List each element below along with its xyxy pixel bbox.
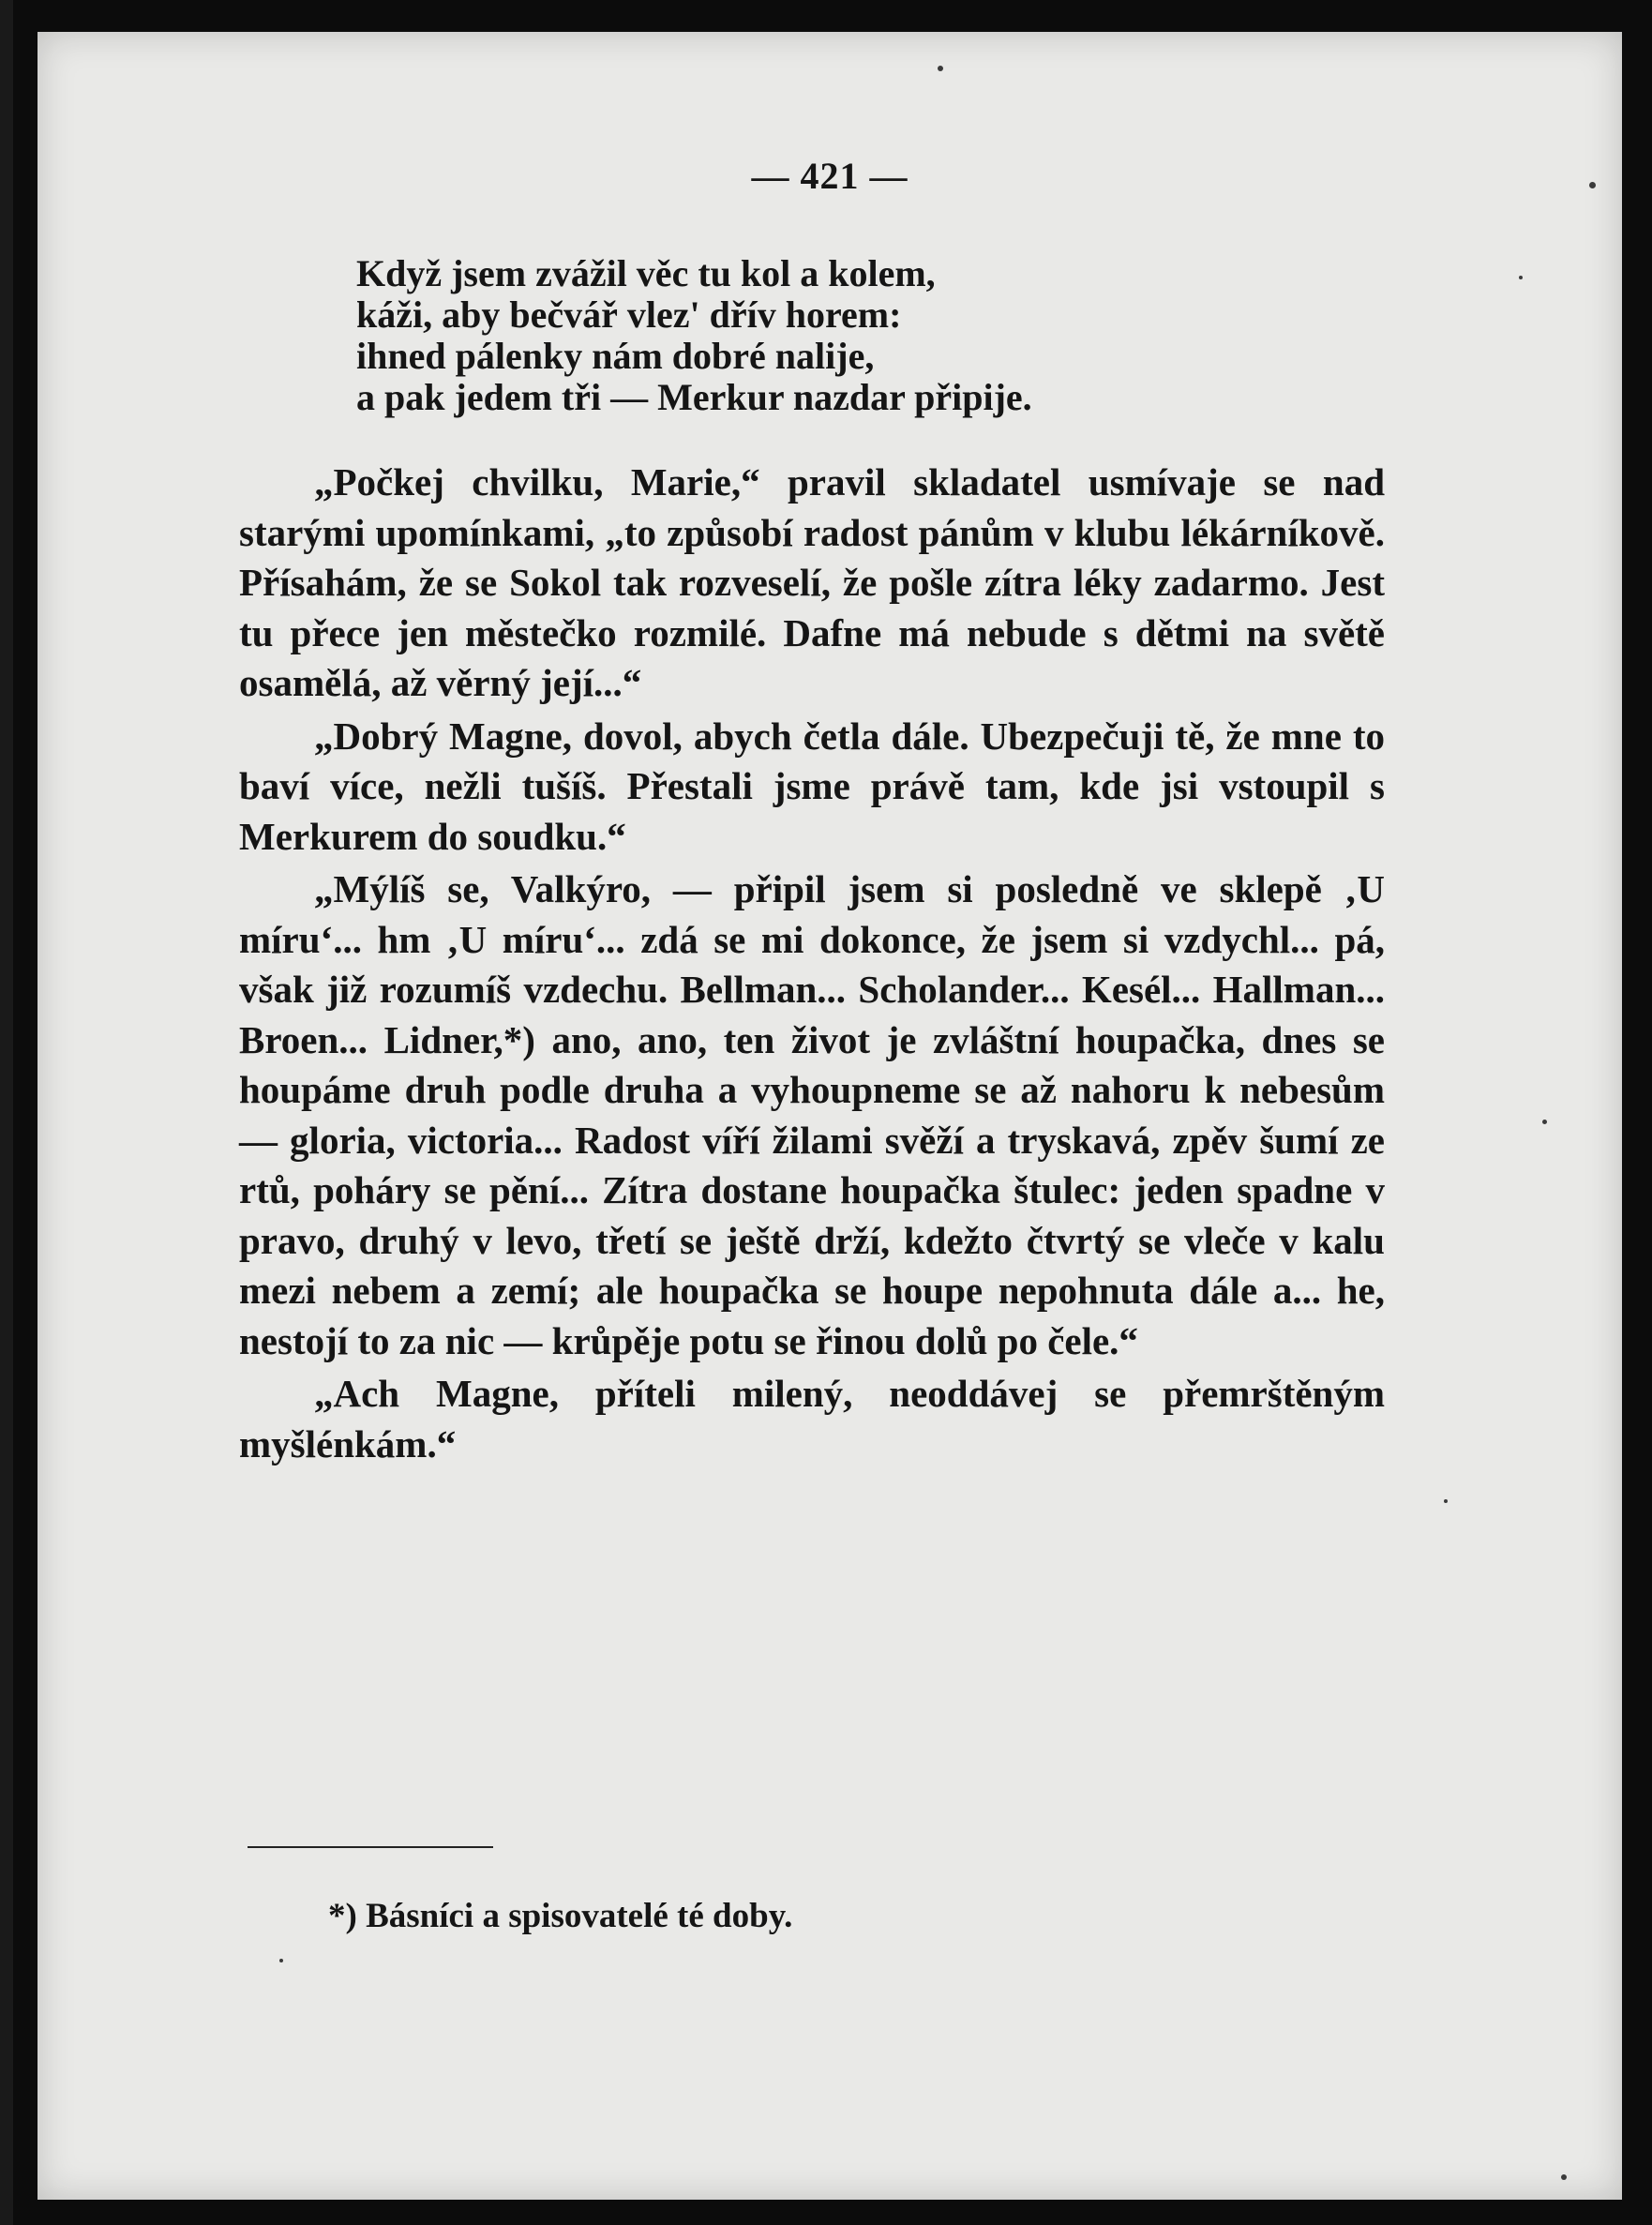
print-speck bbox=[1561, 2174, 1567, 2180]
print-speck bbox=[1519, 276, 1523, 279]
print-speck bbox=[1589, 182, 1596, 188]
prose-body bbox=[239, 458, 1385, 1472]
verse-block bbox=[356, 253, 1032, 418]
footnote: *) Básníci a spisovatelé té doby. bbox=[328, 1897, 793, 1935]
print-speck bbox=[279, 1959, 283, 1962]
print-speck bbox=[1444, 1499, 1448, 1503]
page-number: — 421 — bbox=[751, 155, 909, 197]
paragraph: „Mýlíš se, Valkýro, — připil jsem si posledně ve sklepě ‚U míru‘... hm ‚U míru‘... zdá se mi dokonce, že jsem si vzdychl... pá, však již rozumíš vzdechu. Bellman... Scholander... Kesél... Hallman... Broen... Lidner,*) ano, ano, ten život je zvláštní houpačka, dnes se houpáme druh podle druha a vyhoupneme se až nahoru k nebesům — gloria, victoria... Radost víří žilami svěží a tryskavá, zpěv šumí ze rtů, poháry se pění... Zítra dostane houpačka štulec: jeden spadne v pravo, druhý v levo, třetí se ještě drží, kdežto čtvrtý se vleče v kalu mezi nebem a zemí; ale houpačka se houpe nepohnuta dále a... he, nestojí to za nic — krůpěje potu se řinou dolů po čele.“ bbox=[239, 867, 1385, 1362]
print-speck bbox=[938, 66, 943, 71]
print-speck bbox=[1542, 1120, 1547, 1124]
verse-line: ihned pálenky nám dobré nalije, bbox=[356, 335, 875, 377]
footnote-divider bbox=[248, 1846, 493, 1848]
verse-line: Když jsem zvážil věc tu kol a kolem, bbox=[356, 252, 936, 294]
verse-line: káži, aby bečvář vlez' dřív horem: bbox=[356, 293, 902, 336]
verse-line: a pak jedem tři — Merkur nazdar připije. bbox=[356, 376, 1032, 418]
paragraph: „Ach Magne, příteli milený, neoddávej se přemrštěným myšlénkám.“ bbox=[239, 1372, 1385, 1466]
paper-sheet bbox=[38, 32, 1622, 2200]
paragraph: „Dobrý Magne, dovol, abych četla dále. Ubezpečuji tě, že mne to baví více, nežli tušíš. Přestali jsme právě tam, kde jsi vstoupil s Merkurem do soudku.“ bbox=[239, 714, 1385, 858]
page-binding-edge bbox=[0, 0, 13, 2225]
paragraph: „Počkej chvilku, Marie,“ pravil skladatel usmívaje se nad starými upomínkami, „to způsobí radost pánům v klubu lékárníkově. Přísahám, že se Sokol tak rozveselí, že pošle zítra léky zadarmo. Jest tu přece jen městečko rozmilé. Dafne má nebude s dětmi na světě osamělá, až věrný její...“ bbox=[239, 460, 1385, 704]
